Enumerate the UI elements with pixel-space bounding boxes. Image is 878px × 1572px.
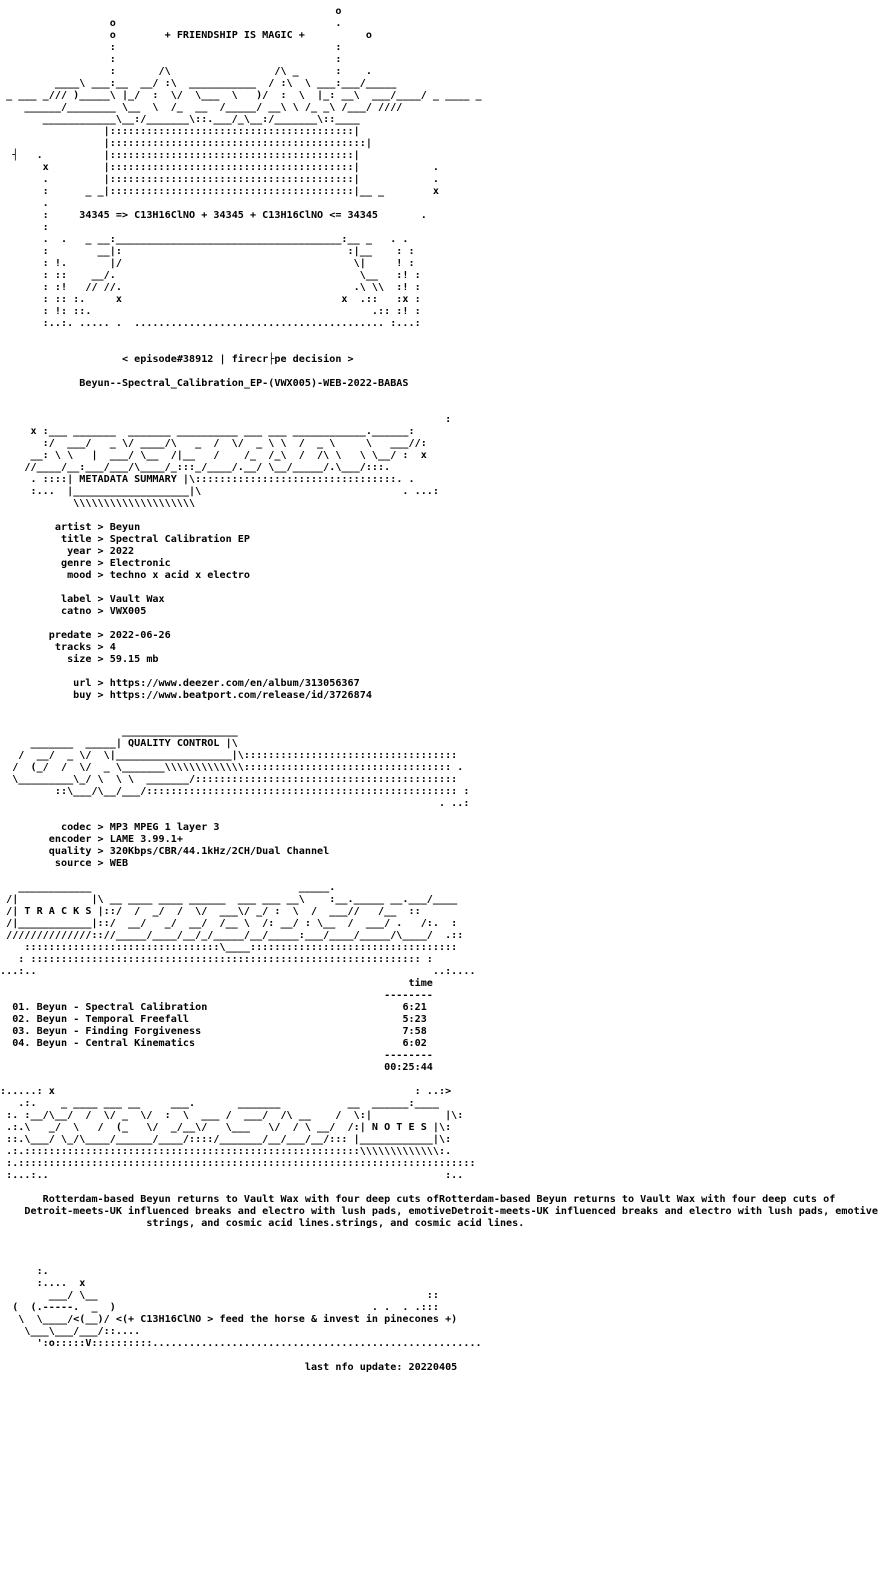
- quality-codec: MP3 MPEG 1 layer 3: [109, 822, 220, 833]
- notes-line: strings, and cosmic acid lines.: [335, 1218, 525, 1229]
- track-number: 02.: [12, 1014, 31, 1025]
- track-time: 6:21: [402, 1002, 427, 1013]
- track-title: Beyun - Finding Forgiveness: [36, 1026, 202, 1037]
- notes-section-title: N O T E S: [371, 1122, 427, 1133]
- footer-motto: <(+ C13H16ClNO > feed the horse & invest in pinecones +): [115, 1314, 458, 1325]
- tracks-section-title: T R A C K S: [24, 906, 92, 917]
- quality-section-title: QUALITY CONTROL: [128, 738, 220, 749]
- meta-title: Spectral Calibration EP: [109, 534, 250, 545]
- quality-source: WEB: [109, 858, 129, 869]
- notes-line: Rotterdam-based Beyun returns to Vault Wax with four deep cuts of: [438, 1194, 836, 1205]
- release-name: Beyun--Spectral_Calibration_EP-(VWX005)-WEB-2022-BABAS: [79, 378, 409, 389]
- track-time: 5:23: [402, 1014, 427, 1025]
- total-time: 00:25:44: [384, 1062, 433, 1073]
- nfo-document: o o . o + FRIENDSHIP IS MAGIC + o : : : : : /\ /\ _ : . ____\ ___:__ __/ :\ ___________ / :\ \ ___:___/_____ _ ___ _/// )_____\ |_/ : \/ \___ \ )/ : \ |_: __\ ___/____/ _ ____ _ ______/________ \__ \ /_ __ /_____/ __\ \ /_ _\ /___/ //// ____________\__:/_______\::.___/_\__:/_______\::____ |::::::::::::::::::::::::::::::::::::::::| |::::::::::::::::::::::::::::::::::::::::::| ┤ . |::::::::::::::::::::::::::::::::::::::::| x |::::::::::::::::::::::::::::::::::::::::| . . |::::::::::::::::::::::::::::::::::::::::| . : _ _|::::::::::::::::::::::::::::::::::::::::|__ _ x . : 34345 => C13H16ClNO + 34345 + C13H16ClNO <= 34345 . : . . _ __:_____________________________________:__ _ . . : __|: :|__ : : : !. |/ \| ! : : :: __/. \__ :! : : :! // //. .\ \\ :! : : :: :. x x .:: :x : : !: ::. .:: :! : :..:. ..... . ......................................... :...: < episode#38912 | firecr├pe decision > Beyun--Spectral_Calibration_EP-(VWX005)-WEB-2022-BABAS : x :___ _______ _______ __________ ___ ___ ____________.______: :/ ___/ _ \/ ____/\ _ / \/ _ \ \ / _ \ \ ___//: __: \ \ | ___/ \__ /|__ / /_ /_\ / /\ \ \ \__/ : x //____/__:___/___/\____/_:::_/____/.__/ \__/_____/.\___/:::. . ::::| METADATA SUMMARY |\:::::::::::::::::::::::::::::::::. . :... |___________________|\ . ...: \\\\\\\\\\\\\\\\\\\\ artist > Beyun title > Spectral Calibration EP year > 2022 genre > Electronic mood > techno x acid x electro label > Vault Wax catno > VWX005 predate > 2022-06-26 tracks > 4 size > 59.15 mb url > https://www.deezer.com/en/album/313056367 buy > https://www.beatport.com/release/id/3726874 ___________________ _______ _____| QUALITY CONTROL |\ / __/ _ \/ \|___________________|\::::::::::::::::::::::::::::::::::: / (_/ / \/ _ \_______\\\\\\\\\\\\\:::::::::::::::::::::::::::::::::: . \_________\_/ \ \ \ _______/::::::::::::::::::::::::::::::::::::::::::: ::\___/\__/___/::::::::::::::::::::::::::::::::::::::::::::::::::: : . ..: codec > MP3 MPEG 1 layer 3 encoder > LAME 3.99.1+ quality > 320Kbps/CBR/44.1kHz/2CH/Dual Channel source > WEB ____________ _____. /| |\ __ ____ ____ ______ ___ ___ __\ :__._____ __.___/____ /| T R A C K S |::/ / _/ / \/ ___\/ _/ : \ / ___// /__ :: /|____________|::/ __/ _/ __/ /__ \ /: __/ : \__ / ___/ . /:. : //////////////:://_____/____/__/_/_____/__/_____:___/____/_____/\____/ .:: ::::::::::::::::::::::::::::::::\____:::::::::::::::::::::::::::::::::: : :::::::::::::::::::::::::::::::::::::::::::::::::::::::::::::::: : ...:.. ..:.... time -------- 01. Beyun - Spectral Calibration 6:21 02. Beyun - Temporal Freefall 5:23 03. Beyun - Finding Forgiveness 7:58 04. Beyun - Central Kinematics 6:02 -------- 00:25:44 :.....: x : ..:> .:. _ ____ ___ __ ___. _______ __ ______:____ :. :__/\__/ / \/ _ \/ : \ ___ / ___/ /\ __ / \:| |\: .:.\ _/ \ / (_ \/ _/__\/ \___ \/ / \ __/ /:| N O T E S |\: ::.\___/ \_/\____/______/____/::::/_______/__/___/__/::: |____________|\: .:.:::::::::::::::::::::::::::::::::::::::::::::::::::::::\\\\\\\\\\\\\:. :.::::::::::::::::::::::::::::::::::::::::::::::::::::::::::::::::::::::::::: :...:.. :.. Rotterdam-based Beyun returns to Vault Wax with four deep cuts ofRotterdam-based Beyun returns to Vault Wax with four deep cuts of Detroit-meets-UK influenced breaks and electro with lush pads, emotiveDetroit-meets-UK influenced breaks and electro with lush pads, emotive strings, and cosmic acid lines.strings, and cosmic acid lines. :. :.... x ___/ \__ :: ( (.-----. _ ) . . . .::: \ \____/<(__)/ <(+ C13H16ClNO > feed the horse & invest in pinecones +) \___\___/___/::.... ':o:::::V::::::::::...................................................... last nfo update: 20220405: [0, 6, 878, 1373]
- notes-line: Detroit-meets-UK influenced breaks and electro with lush pads, emotive: [451, 1206, 878, 1217]
- meta-predate: 2022-06-26: [109, 630, 171, 641]
- metadata-section-title: METADATA SUMMARY: [79, 474, 177, 485]
- track-time: 7:58: [402, 1026, 427, 1037]
- meta-artist: Beyun: [109, 522, 141, 533]
- time-header: time: [408, 978, 433, 989]
- quality-quality: 320Kbps/CBR/44.1kHz/2CH/Dual Channel: [109, 846, 330, 857]
- meta-year: 2022: [109, 546, 135, 557]
- meta-buy: https://www.beatport.com/release/id/3726874: [109, 690, 372, 701]
- formula: 34345 => C13H16ClNO + 34345 + C13H16ClNO <= 34345: [79, 210, 379, 221]
- track-number: 01.: [12, 1002, 31, 1013]
- meta-genre: Electronic: [109, 558, 171, 569]
- meta-tracks: 4: [109, 642, 116, 653]
- track-title: Beyun - Central Kinematics: [36, 1038, 196, 1049]
- track-title: Beyun - Spectral Calibration: [36, 1002, 208, 1013]
- quality-encoder: LAME 3.99.1+: [109, 834, 183, 845]
- footer-update: last nfo update: 20220405: [304, 1362, 458, 1373]
- meta-mood: techno x acid x electro: [109, 570, 250, 581]
- meta-catno: VWX005: [109, 606, 147, 617]
- episode: < episode#38912 | firecr├pe decision >: [121, 354, 354, 365]
- meta-url: https://www.deezer.com/en/album/313056367: [109, 678, 360, 689]
- tagline: + FRIENDSHIP IS MAGIC +: [164, 30, 305, 41]
- track-number: 03.: [12, 1026, 31, 1037]
- meta-label: Vault Wax: [109, 594, 165, 605]
- meta-size: 59.15 mb: [109, 654, 159, 665]
- track-number: 04.: [12, 1038, 31, 1049]
- track-time: 6:02: [402, 1038, 427, 1049]
- track-title: Beyun - Temporal Freefall: [36, 1014, 190, 1025]
